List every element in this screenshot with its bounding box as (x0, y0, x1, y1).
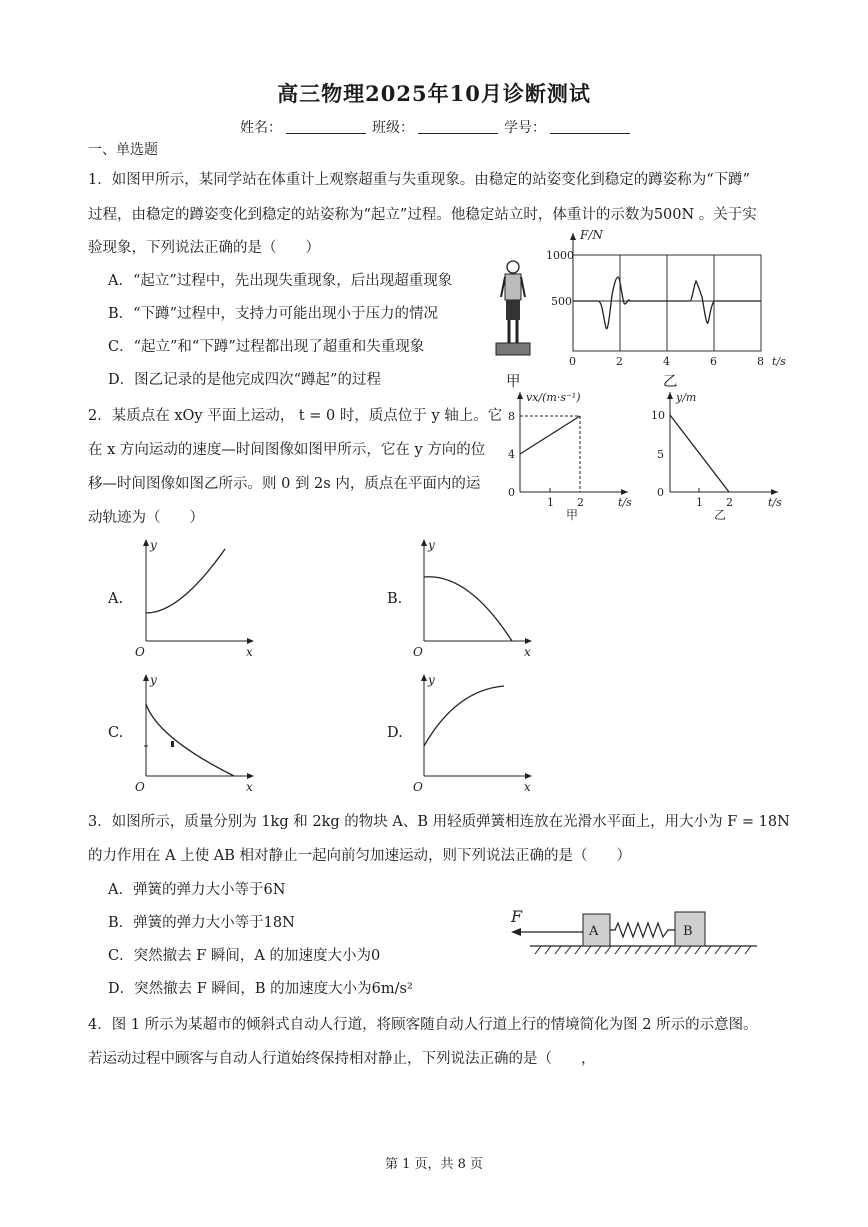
q3-line1: 3．如图所示，质量分别为 1kg 和 2kg 的物块 A、B 用轻质弹簧相连放在光滑水平面上，用大小为 F = 18N (88, 814, 790, 830)
q3-option-c: C．突然撤去 F 瞬间，A 的加速度大小为0 (108, 948, 381, 964)
y-tick-0: 0 (657, 486, 664, 499)
q2-option-c-label: C. (108, 725, 124, 741)
q1-line1: 1．如图甲所示，某同学站在体重计上观察超重与失重现象。由稳定的站姿变化到稳定的蹲姿称为“下蹲” (88, 172, 751, 188)
fig-jia-label: 甲 (506, 374, 521, 390)
vx-t-axis-label: t/s (618, 496, 632, 509)
vx-axis-label: vx/(m·s⁻¹) (526, 391, 581, 404)
q1-option-a: A．“起立”过程中，先出现失重现象，后出现超重现象 (108, 273, 453, 289)
option-a-x-label: x (246, 645, 253, 659)
q2-line2: 在 x 方向运动的速度—时间图像如图甲所示，它在 y 方向的位 (88, 442, 486, 458)
option-b-origin: O (413, 645, 423, 659)
page-title: 高三物理2025年10月诊断测试 (277, 81, 591, 106)
t-tick-0: 0 (569, 355, 576, 368)
y-t-axis-label: t/s (768, 496, 782, 509)
y-tick-5: 5 (657, 448, 664, 461)
class-label: 班级： (372, 120, 414, 136)
option-c-origin: O (135, 780, 145, 794)
q3-option-a: A．弹簧的弹力大小等于6N (108, 882, 286, 898)
q2-option-d-graph (408, 670, 538, 795)
force-label-f: F (511, 907, 523, 926)
vx-tick-4: 4 (508, 448, 515, 461)
option-c-x-label: x (246, 780, 253, 794)
q2-option-a-graph (130, 535, 260, 660)
q1-option-d: D．图乙记录的是他完成四次“蹲起”的过程 (108, 372, 381, 388)
f-axis-label: F/N (580, 228, 603, 242)
class-blank (418, 133, 498, 134)
q2-option-d-label: D. (387, 725, 403, 741)
q4-line2: 若运动过程中顾客与自动人行道始终保持相对静止，下列说法正确的是（ ， (88, 1051, 596, 1067)
option-b-x-label: x (524, 645, 531, 659)
q1-line2: 过程，由稳定的蹲姿变化到稳定的站姿称为“起立”过程。他稳定站立时，体重计的示数为500N 。关于实 (88, 207, 757, 223)
q1-option-b: B．“下蹲”过程中，支持力可能出现小于压力的情况 (108, 306, 438, 322)
person-on-scale-figure (488, 255, 538, 360)
vx-t-tick-2: 2 (577, 496, 584, 509)
name-blank (286, 133, 366, 134)
t-tick-4: 4 (663, 355, 670, 368)
q2-line4: 动轨迹为（ ） (88, 510, 204, 526)
y-tick-10: 10 (651, 409, 665, 422)
vx-t-tick-1: 1 (547, 496, 554, 509)
option-a-origin: O (135, 645, 145, 659)
option-d-y-label: y (428, 673, 435, 687)
option-b-y-label: y (428, 538, 435, 552)
id-blank (550, 133, 630, 134)
vx-tick-0: 0 (508, 486, 515, 499)
q2-option-c-graph (130, 670, 260, 795)
y-axis-label: y/m (676, 391, 697, 404)
id-label: 学号： (504, 120, 546, 136)
t-tick-8: 8 (757, 355, 764, 368)
t-tick-6: 6 (710, 355, 717, 368)
option-a-y-label: y (150, 538, 157, 552)
section-heading: 一、单选题 (88, 142, 158, 158)
block-b-label: B (683, 924, 693, 939)
q2-option-b-label: B. (387, 591, 403, 607)
y-graph-caption: 乙 (714, 508, 727, 522)
option-d-origin: O (413, 780, 423, 794)
q3-line2: 的力作用在 A 上使 AB 相对静止一起向前匀加速运动，则下列说法正确的是（ ） (88, 848, 632, 864)
page-footer: 第 1 页，共 8 页 (384, 1157, 484, 1172)
option-d-x-label: x (524, 780, 531, 794)
q3-option-b: B．弹簧的弹力大小等于18N (108, 915, 295, 931)
f-tick-1000: 1000 (546, 249, 574, 262)
y-t-tick-1: 1 (696, 496, 703, 509)
q1-line3: 验现象，下列说法正确的是（ ） (88, 240, 320, 256)
vx-tick-8: 8 (508, 410, 515, 423)
y-time-graph (648, 388, 798, 524)
option-c-y-label: y (150, 673, 157, 687)
y-t-tick-2: 2 (726, 496, 733, 509)
fig-yi-label: 乙 (663, 374, 678, 390)
q2-line3: 移—时间图像如图乙所示。则 0 到 2s 内，质点在平面内的运 (88, 476, 481, 492)
q1-option-c: C．“起立”和“下蹲”过程都出现了超重和失重现象 (108, 339, 425, 355)
q3-option-d: D．突然撤去 F 瞬间，B 的加速度大小为6m/s² (108, 981, 413, 997)
q2-option-a-label: A. (108, 591, 124, 607)
f-tick-500: 500 (551, 295, 572, 308)
name-label: 姓名： (240, 120, 282, 136)
block-a-label: A (589, 924, 599, 939)
t-axis-label: t/s (772, 355, 786, 368)
q2-line1: 2．某质点在 xOy 平面上运动， t = 0 时，质点位于 y 轴上。它 (88, 408, 503, 424)
q4-line1: 4．图 1 所示为某超市的倾斜式自动人行道，将顾客随自动人行道上行的情境简化为图 2 所示的示意图。 (88, 1017, 758, 1033)
q2-option-b-graph (408, 535, 538, 660)
vx-graph-caption: 甲 (566, 508, 579, 522)
t-tick-2: 2 (616, 355, 623, 368)
spring-blocks-figure (505, 902, 763, 960)
vx-time-graph (498, 388, 648, 524)
force-time-graph (540, 225, 800, 385)
student-info-line (240, 117, 636, 137)
